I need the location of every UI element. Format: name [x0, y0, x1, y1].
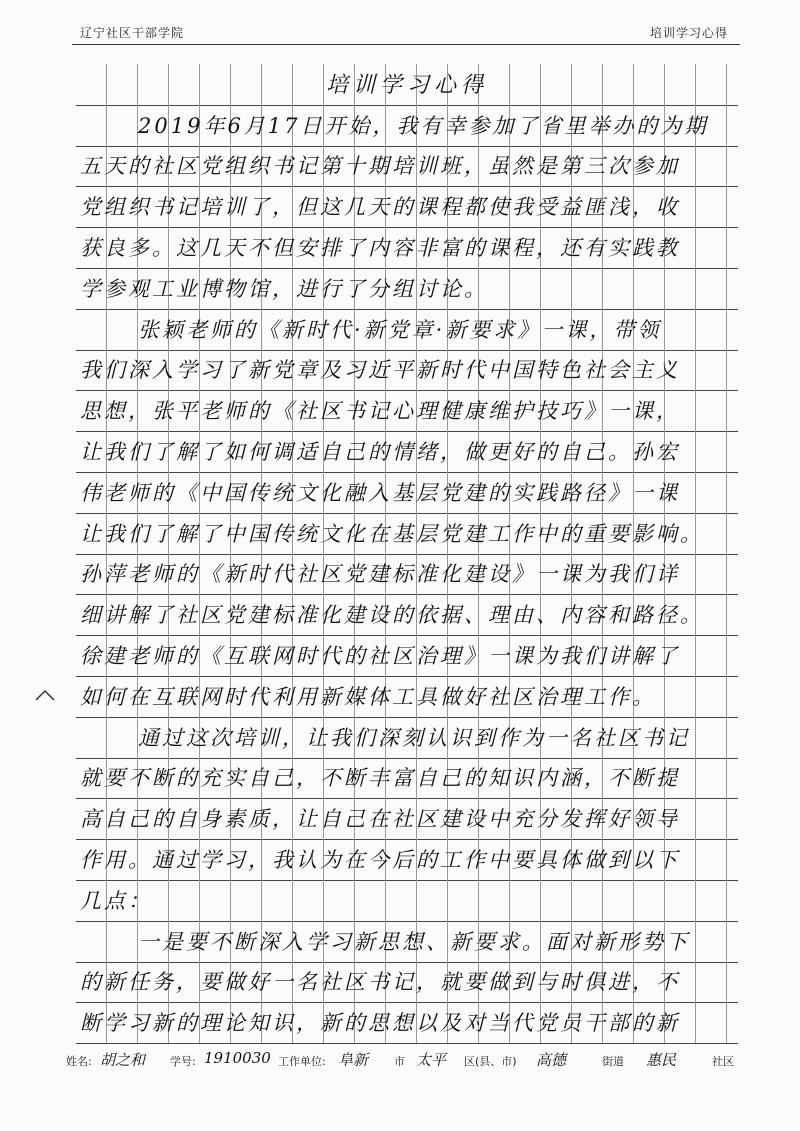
- writing-sheet: [76, 64, 738, 1044]
- handwritten-line: 如何在互联网时代利用新媒体工具做好社区治理工作。: [80, 684, 656, 709]
- header-rule: [72, 44, 740, 45]
- name-label: 姓名:: [66, 1055, 92, 1068]
- handwritten-line: 断学习新的理论知识，新的思想以及对当代党员干部的新: [80, 1011, 680, 1036]
- handwritten-line: 孙萍老师的《新时代社区党建标准化建设》一课为我们详: [80, 562, 680, 587]
- page-title: 培训学习心得: [325, 72, 488, 98]
- text-row: [76, 309, 738, 351]
- header-left: 辽宁社区干部学院: [80, 26, 185, 40]
- street-value: 高德: [536, 1051, 567, 1069]
- text-row: [76, 962, 738, 1004]
- text-row: [76, 105, 738, 147]
- id-label: 学号:: [170, 1055, 196, 1068]
- text-row: [76, 921, 738, 963]
- handwritten-line: 获良多。这几天不但安排了内容非富的课程，还有实践教: [80, 235, 680, 260]
- handwritten-line: 一是要不断深入学习新思想、新要求。面对新形势下: [138, 929, 690, 954]
- id-value: 1910030: [204, 1049, 271, 1067]
- text-row: [76, 350, 738, 392]
- community-unit: 社区: [712, 1055, 734, 1068]
- handwritten-line: 让我们了解了如何调适自己的情绪，做更好的自己。孙宏: [80, 439, 680, 464]
- city-value: 阜新: [338, 1051, 369, 1069]
- text-row: [76, 472, 738, 514]
- handwritten-line: 高自己的自身素质，让自己在社区建设中充分发挥好领导: [80, 807, 680, 832]
- handwritten-line: 思想，张平老师的《社区书记心理健康维护技巧》一课，: [80, 399, 680, 424]
- text-row: [76, 798, 738, 840]
- handwritten-line: 学参观工业博物馆，进行了分组讨论。: [80, 276, 488, 301]
- text-row: [76, 146, 738, 188]
- handwritten-line: 张颖老师的《新时代·新党章·新要求》一课，带领: [138, 317, 662, 342]
- text-row: [76, 513, 738, 555]
- district-unit: 区(县、市): [464, 1055, 517, 1068]
- handwritten-line: 让我们了解了中国传统文化在基层党建工作中的重要影响。: [80, 521, 704, 546]
- community-value: 惠民: [646, 1051, 677, 1069]
- district-value: 太平: [416, 1051, 447, 1069]
- handwritten-line: 的新任务，要做好一名社区书记，就要做到与时俱进，不: [80, 970, 680, 995]
- handwritten-line: 作用。通过学习，我认为在今后的工作中要具体做到以下: [80, 847, 680, 872]
- margin-mark-icon: [34, 688, 56, 702]
- street-unit: 街道: [602, 1055, 624, 1068]
- text-row: [76, 554, 738, 596]
- handwritten-line: 徐建老师的《互联网时代的社区治理》一课为我们讲解了: [80, 643, 680, 668]
- text-row: [76, 635, 738, 677]
- text-row: [76, 390, 738, 432]
- text-row: [76, 717, 738, 759]
- text-row: [76, 839, 738, 881]
- text-row: [76, 268, 738, 310]
- text-row: [76, 758, 738, 800]
- handwritten-line: 党组织书记培训了，但这几天的课程都使我受益匪浅，收: [80, 195, 680, 220]
- city-unit: 市: [394, 1055, 405, 1068]
- handwritten-line: 伟老师的《中国传统文化融入基层党建的实践路径》一课: [80, 480, 680, 505]
- text-row: [76, 227, 738, 269]
- text-row: [76, 186, 738, 228]
- handwritten-line: 2019年6月17日开始，我有幸参加了省里举办的为期: [138, 113, 709, 138]
- title-row: [76, 64, 738, 106]
- footer: [66, 1049, 746, 1073]
- handwritten-line: 就要不断的充实自己，不断丰富自己的知识内涵，不断提: [80, 766, 680, 791]
- handwritten-line: 我们深入学习了新党章及习近平新时代中国特色社会主义: [80, 358, 680, 383]
- name-value: 胡之和: [100, 1051, 146, 1069]
- text-row: [76, 1002, 738, 1044]
- text-row: [76, 880, 738, 922]
- handwritten-line: 细讲解了社区党建标准化建设的依据、理由、内容和路径。: [80, 603, 704, 628]
- text-row: [76, 676, 738, 718]
- handwritten-line: 五天的社区党组织书记第十期培训班，虽然是第三次参加: [80, 154, 680, 179]
- handwritten-line: 几点：: [80, 888, 152, 913]
- unit-label: 工作单位:: [278, 1055, 326, 1068]
- handwritten-line: 通过这次培训，让我们深刻认识到作为一名社区书记: [138, 725, 690, 750]
- text-row: [76, 431, 738, 473]
- header-right: 培训学习心得: [649, 26, 728, 40]
- text-row: [76, 594, 738, 636]
